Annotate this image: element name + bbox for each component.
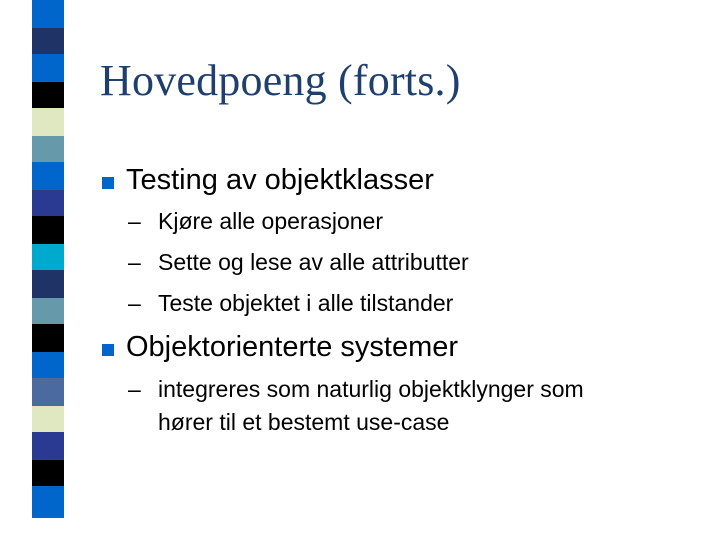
- strip-block: [32, 54, 64, 82]
- strip-block: [32, 432, 64, 460]
- strip-block: [32, 352, 64, 378]
- bullet-testing: Testing av objektklasser: [126, 164, 434, 196]
- strip-block: [32, 406, 64, 432]
- dash-icon: –: [128, 208, 141, 234]
- strip-block: [32, 486, 64, 518]
- dash-icon: –: [128, 290, 141, 316]
- sub-bullet-4-line-1: integreres som naturlig objektklynger som: [158, 376, 584, 402]
- bullet-objektorienterte: Objektorienterte systemer: [126, 331, 459, 363]
- decorative-color-strip: [32, 0, 64, 540]
- slide-title: Hovedpoeng (forts.): [100, 56, 461, 105]
- sub-bullet-3: Teste objektet i alle tilstander: [158, 290, 454, 316]
- bullet-square-icon: [102, 177, 114, 189]
- sub-bullet-1: Kjøre alle operasjoner: [158, 208, 384, 234]
- strip-block: [32, 460, 64, 486]
- strip-block: [32, 244, 64, 270]
- strip-block: [32, 162, 64, 190]
- strip-block: [32, 324, 64, 352]
- strip-block: [32, 378, 64, 406]
- strip-block: [32, 0, 64, 28]
- sub-bullet-2: Sette og lese av alle attributter: [158, 249, 469, 275]
- dash-icon: –: [128, 376, 141, 402]
- strip-block: [32, 28, 64, 54]
- bullet-square-icon: [102, 344, 114, 356]
- strip-block: [32, 190, 64, 216]
- strip-block: [32, 298, 64, 324]
- dash-icon: –: [128, 249, 141, 275]
- strip-block: [32, 136, 64, 162]
- strip-block: [32, 216, 64, 244]
- sub-bullet-4-line-2: hører til et bestemt use-case: [158, 409, 450, 435]
- strip-block: [32, 108, 64, 136]
- strip-block: [32, 82, 64, 108]
- strip-block: [32, 270, 64, 298]
